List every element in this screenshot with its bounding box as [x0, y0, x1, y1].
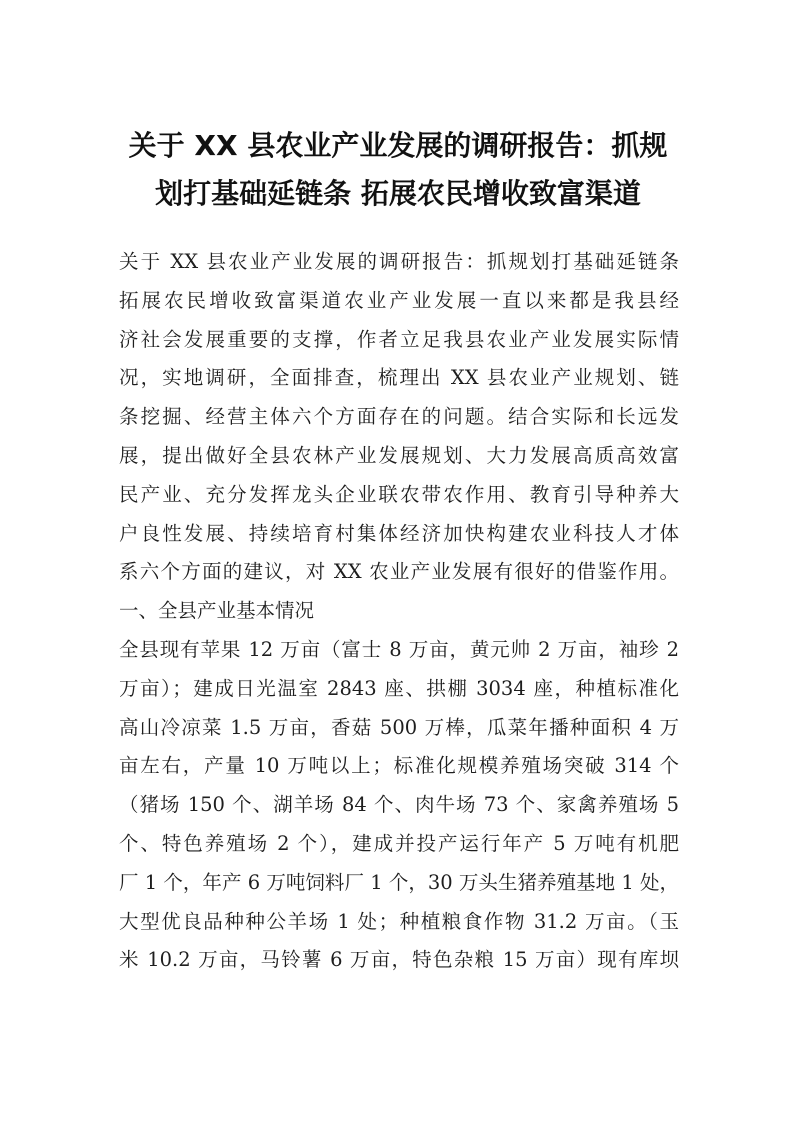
body-line: 米 10.2 万亩，马铃薯 6 万亩，特色杂粮 15 万亩）现有库坝 — [119, 948, 679, 972]
body-line: 万亩）；建成日光温室 2843 座、拱棚 3034 座，种植标准化 — [119, 676, 679, 700]
body-line: 高山冷凉菜 1.5 万亩，香菇 500 万棒，瓜菜年播种面积 4 万 — [119, 715, 679, 739]
body-line: 厂 1 个，年产 6 万吨饲料厂 1 个，30 万头生猪养殖基地 1 处， — [119, 870, 679, 894]
body-line: 条挖掘、经营主体六个方面存在的问题。结合实际和长远发 — [119, 405, 679, 429]
document-body — [119, 243, 679, 980]
body-line: 展，提出做好全县农林产业发展规划、大力发展高质高效富 — [119, 443, 679, 467]
title-line: 关于 XX 县农业产业发展的调研报告：抓规 — [128, 129, 668, 162]
body-line: 民产业、充分发挥龙头企业联农带农作用、教育引导种养大 — [119, 482, 679, 506]
body-line: 大型优良品种种公羊场 1 处；种植粮食作物 31.2 万亩。（玉 — [119, 909, 679, 933]
body-line: 全县现有苹果 12 万亩（富士 8 万亩，黄元帅 2 万亩，袖珍 2 — [119, 637, 679, 661]
body-line: 户良性发展、持续培育村集体经济加快构建农业科技人才体 — [119, 521, 679, 545]
body-line: 亩左右，产量 10 万吨以上；标准化规模养殖场突破 314 个 — [119, 754, 679, 778]
body-line: 况，实地调研，全面排查，梳理出 XX 县农业产业规划、链 — [119, 366, 679, 390]
document-title — [118, 122, 678, 218]
body-line: 个、特色养殖场 2 个），建成并投产运行年产 5 万吨有机肥 — [119, 831, 679, 855]
body-line: 关于 XX 县农业产业发展的调研报告：抓规划打基础延链条 — [119, 250, 679, 273]
title-line: 划打基础延链条 拓展农民增收致富渠道 — [155, 177, 641, 210]
section-heading: 一、全县产业基本情况 — [119, 599, 315, 623]
body-line: 拓展农民增收致富渠道农业产业发展一直以来都是我县经 — [119, 288, 679, 312]
body-line: 济社会发展重要的支撑，作者立足我县农业产业发展实际情 — [119, 327, 679, 351]
body-line: 系六个方面的建议，对 XX 农业产业发展有很好的借鉴作用。 — [119, 560, 679, 584]
body-line: （猪场 150 个、湖羊场 84 个、肉牛场 73 个、家禽养殖场 5 — [119, 793, 679, 817]
